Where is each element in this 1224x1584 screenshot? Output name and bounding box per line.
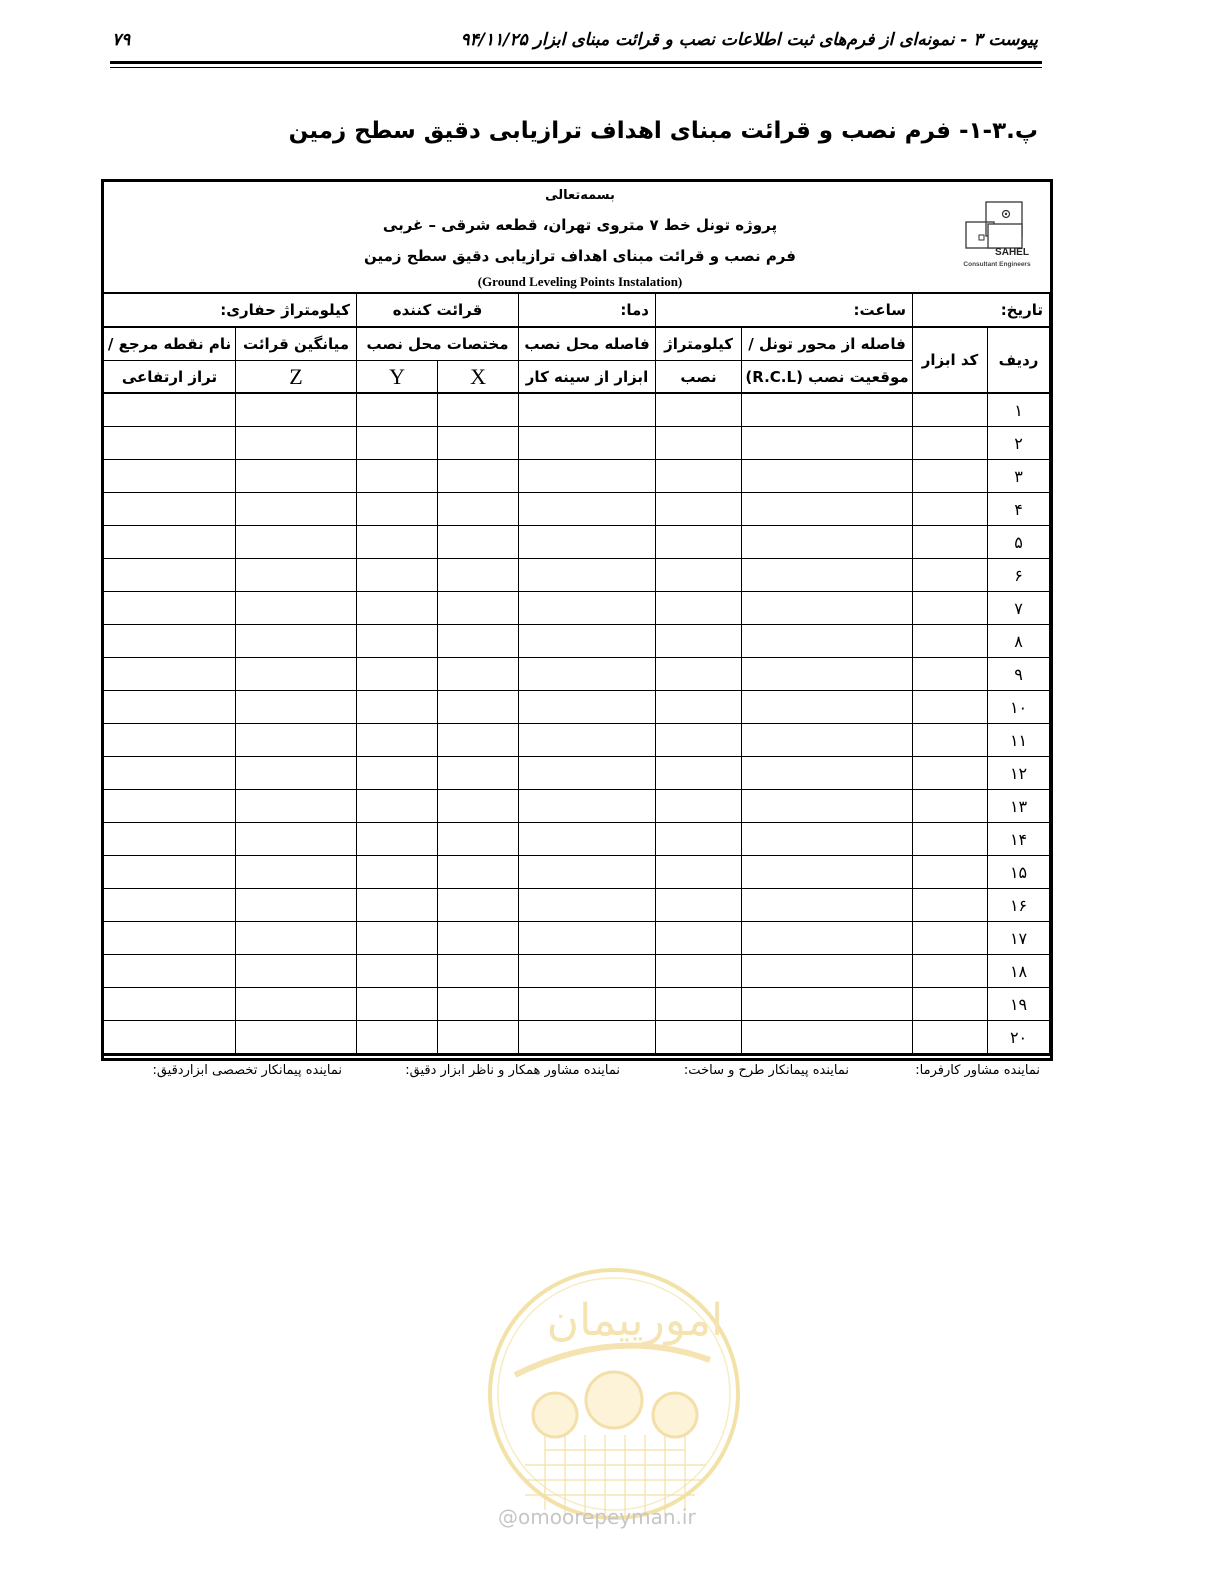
table-cell[interactable] [519,757,656,790]
row-number: ۱۴ [988,823,1051,856]
row-number: ۱۶ [988,889,1051,922]
table-row [103,889,1051,922]
table-row [103,625,1051,658]
table-cell[interactable] [438,592,519,625]
leveling-form-table [101,292,1052,1056]
table-cell[interactable] [913,790,988,823]
table-cell[interactable] [357,757,438,790]
table-cell[interactable] [913,691,988,724]
header-rule-thick [110,61,1042,64]
row-number: ۱۹ [988,988,1051,1021]
table-cell[interactable] [656,691,742,724]
table-cell[interactable] [913,559,988,592]
table-cell[interactable] [236,625,357,658]
col-z: Z [236,361,357,394]
row-number: ۱۰ [988,691,1051,724]
table-cell[interactable] [103,460,236,493]
table-cell[interactable] [742,988,913,1021]
table-cell[interactable] [357,526,438,559]
table-cell[interactable] [656,790,742,823]
table-cell[interactable] [742,955,913,988]
table-row [103,393,1051,427]
header-row-2 [103,361,1051,394]
table-row [103,955,1051,988]
table-cell[interactable] [103,427,236,460]
table-cell[interactable] [913,526,988,559]
watermark-text: امورپیمان [546,1295,724,1346]
table-cell[interactable] [438,988,519,1021]
row-number: ۱۸ [988,955,1051,988]
table-cell[interactable] [519,955,656,988]
table-cell[interactable] [742,790,913,823]
table-cell[interactable] [913,460,988,493]
sig-design-build-contractor: نماینده پیمانکار طرح و ساخت: [683,1063,849,1078]
table-cell[interactable] [656,559,742,592]
table-cell[interactable] [438,493,519,526]
table-cell[interactable] [656,526,742,559]
table-cell[interactable] [438,1021,519,1055]
table-cell[interactable] [438,856,519,889]
table-cell[interactable] [519,625,656,658]
table-cell[interactable] [742,658,913,691]
table-cell[interactable] [519,889,656,922]
table-cell[interactable] [519,460,656,493]
page-header-title: پیوست ۳ - نمونه‌ای از فرم‌های ثبت اطلاعات نصب و قرائت مبنای ابزار ۹۴/۱۱/۲۵ [460,30,1038,50]
table-cell[interactable] [236,955,357,988]
table-cell[interactable] [236,559,357,592]
table-cell[interactable] [519,427,656,460]
table-cell[interactable] [438,526,519,559]
chainage-field[interactable]: کیلومتراژ حفاری: [103,293,357,327]
table-row [103,856,1051,889]
col-row-no: ردیف [988,327,1051,393]
table-cell[interactable] [357,625,438,658]
col-km-line1: کیلومتراژ [656,327,742,361]
col-x: X [438,361,519,394]
table-cell[interactable] [438,724,519,757]
watermark-url-text: omoorepeyman.ir [518,1505,696,1529]
table-cell[interactable] [103,493,236,526]
col-coordinates: مختصات محل نصب [357,327,519,361]
table-cell[interactable] [519,658,656,691]
table-cell[interactable] [236,460,357,493]
table-cell[interactable] [519,823,656,856]
data-rows [103,393,1051,1055]
table-cell[interactable] [913,393,988,427]
table-row [103,823,1051,856]
temperature-field[interactable]: دما: [519,293,656,327]
table-row [103,1021,1051,1055]
table-cell[interactable] [913,493,988,526]
row-number: ۹ [988,658,1051,691]
sig-instrument-contractor: نماینده پیمانکار تخصصی ابزاردقیق: [152,1063,342,1078]
table-cell[interactable] [519,922,656,955]
table-cell[interactable] [357,559,438,592]
table-cell[interactable] [236,724,357,757]
table-cell[interactable] [438,559,519,592]
table-cell[interactable] [103,955,236,988]
table-cell[interactable] [236,393,357,427]
table-cell[interactable] [913,922,988,955]
row-number: ۷ [988,592,1051,625]
table-cell[interactable] [519,691,656,724]
table-row [103,559,1051,592]
table-cell[interactable] [236,988,357,1021]
row-number: ۵ [988,526,1051,559]
table-cell[interactable] [913,427,988,460]
table-cell[interactable] [236,790,357,823]
table-cell[interactable] [236,757,357,790]
table-cell[interactable] [103,889,236,922]
table-cell[interactable] [236,889,357,922]
col-dist-face-line1: فاصله محل نصب [519,327,656,361]
watermark-seal [485,1265,743,1523]
table-cell[interactable] [742,1021,913,1055]
table-cell[interactable] [742,427,913,460]
table-cell[interactable] [913,724,988,757]
table-cell[interactable] [519,393,656,427]
table-cell[interactable] [438,658,519,691]
table-cell[interactable] [656,757,742,790]
table-row [103,691,1051,724]
row-number: ۴ [988,493,1051,526]
table-cell[interactable] [357,691,438,724]
row-number: ۲ [988,427,1051,460]
table-cell[interactable] [742,526,913,559]
table-cell[interactable] [103,592,236,625]
row-number: ۱۵ [988,856,1051,889]
table-cell[interactable] [519,493,656,526]
logo-brand-text: SAHEL [995,247,1029,258]
table-cell[interactable] [236,1021,357,1055]
table-cell[interactable] [236,493,357,526]
table-cell[interactable] [438,691,519,724]
table-cell[interactable] [357,988,438,1021]
table-row [103,493,1051,526]
table-row [103,922,1051,955]
table-cell[interactable] [103,856,236,889]
table-cell[interactable] [656,427,742,460]
table-cell[interactable] [656,493,742,526]
table-cell[interactable] [236,823,357,856]
watermark-at-icon: @ [498,1505,518,1529]
table-row [103,658,1051,691]
table-cell[interactable] [656,625,742,658]
table-cell[interactable] [656,955,742,988]
row-number: ۱۲ [988,757,1051,790]
col-dist-face-line2: ابزار از سینه کار [519,361,656,394]
table-cell[interactable] [357,460,438,493]
table-row [103,460,1051,493]
table-row [103,757,1051,790]
table-cell[interactable] [656,460,742,493]
page-number: ۷۹ [112,30,131,50]
reader-field[interactable]: قرائت کننده [357,293,519,327]
table-cell[interactable] [438,757,519,790]
table-row [103,592,1051,625]
table-cell[interactable] [656,724,742,757]
table-cell[interactable] [357,823,438,856]
table-cell[interactable] [742,592,913,625]
table-cell[interactable] [519,1021,656,1055]
table-cell[interactable] [913,823,988,856]
row-number: ۱۱ [988,724,1051,757]
table-cell[interactable] [438,889,519,922]
table-cell[interactable] [913,955,988,988]
table-cell[interactable] [656,856,742,889]
table-cell[interactable] [236,856,357,889]
col-y: Y [357,361,438,394]
header-rule-thin [110,67,1042,68]
col-average-reading: میانگین قرائت [236,327,357,361]
table-cell[interactable] [357,427,438,460]
row-number: ۱۳ [988,790,1051,823]
table-cell[interactable] [438,460,519,493]
table-cell[interactable] [519,988,656,1021]
col-dist-axis-line2: موقعیت نصب (R.C.L) [742,361,913,394]
col-ref-point-line1: نام نقطه مرجع / [103,327,236,361]
table-cell[interactable] [656,592,742,625]
table-cell[interactable] [742,691,913,724]
table-cell[interactable] [438,823,519,856]
table-cell[interactable] [357,658,438,691]
table-cell[interactable] [519,526,656,559]
form-name: فرم نصب و قرائت مبنای اهداف ترازیابی دقیق سطح زمین [364,247,796,265]
table-cell[interactable] [357,790,438,823]
form-project-title: پروژه تونل خط ۷ متروی تهران، قطعه شرقی – غربی [382,216,778,234]
table-cell[interactable] [357,856,438,889]
table-cell[interactable] [357,889,438,922]
row-number: ۸ [988,625,1051,658]
logo-sub-text: Consultant Engineers [963,261,1031,268]
table-cell[interactable] [656,922,742,955]
table-cell[interactable] [357,922,438,955]
table-cell[interactable] [103,658,236,691]
table-row [103,724,1051,757]
table-cell[interactable] [103,724,236,757]
table-cell[interactable] [103,823,236,856]
table-cell[interactable] [742,724,913,757]
table-cell[interactable] [438,922,519,955]
section-title: پ.۳-۱- فرم نصب و قرائت مبنای اهداف ترازیابی دقیق سطح زمین [288,118,1038,144]
table-cell[interactable] [742,757,913,790]
row-number: ۳ [988,460,1051,493]
table-cell[interactable] [103,393,236,427]
table-cell[interactable] [742,393,913,427]
sahel-logo [960,200,1034,270]
table-cell[interactable] [913,889,988,922]
table-cell[interactable] [438,955,519,988]
table-row [103,526,1051,559]
table-cell[interactable] [656,823,742,856]
table-cell[interactable] [742,823,913,856]
table-cell[interactable] [913,856,988,889]
table-cell[interactable] [236,427,357,460]
row-number: ۱ [988,393,1051,427]
table-cell[interactable] [357,955,438,988]
table-cell[interactable] [438,790,519,823]
table-cell[interactable] [913,757,988,790]
table-cell[interactable] [103,526,236,559]
table-cell[interactable] [656,988,742,1021]
table-cell[interactable] [236,691,357,724]
table-cell[interactable] [103,922,236,955]
table-cell[interactable] [656,889,742,922]
row-number: ۶ [988,559,1051,592]
sig-associate-consultant: نماینده مشاور همکار و ناظر ابزار دقیق: [405,1063,620,1078]
table-cell[interactable] [357,1021,438,1055]
table-cell[interactable] [656,658,742,691]
row-number: ۱۷ [988,922,1051,955]
table-cell[interactable] [357,493,438,526]
info-row [103,293,1051,327]
table-cell[interactable] [742,856,913,889]
table-cell[interactable] [236,658,357,691]
table-cell[interactable] [742,625,913,658]
table-cell[interactable] [438,427,519,460]
header-row-1 [103,327,1051,361]
table-cell[interactable] [438,625,519,658]
table-cell[interactable] [519,856,656,889]
table-cell[interactable] [103,559,236,592]
table-cell[interactable] [519,559,656,592]
col-tool-code: کد ابزار [913,327,988,393]
table-cell[interactable] [236,526,357,559]
table-cell[interactable] [742,559,913,592]
table-cell[interactable] [357,724,438,757]
date-field[interactable]: تاریخ: [913,293,1051,327]
watermark-url [498,1505,696,1529]
table-cell[interactable] [236,922,357,955]
table-cell[interactable] [742,493,913,526]
table-cell[interactable] [103,757,236,790]
col-ref-point-line2: تراز ارتفاعی [103,361,236,394]
col-dist-axis-line1: فاصله از محور تونل / [742,327,913,361]
table-row [103,988,1051,1021]
table-row [103,427,1051,460]
row-number: ۲۰ [988,1021,1051,1055]
table-cell[interactable] [236,592,357,625]
table-cell[interactable] [519,724,656,757]
table-cell[interactable] [103,625,236,658]
time-field[interactable]: ساعت: [656,293,913,327]
table-cell[interactable] [913,625,988,658]
table-cell[interactable] [519,790,656,823]
table-cell[interactable] [103,988,236,1021]
table-cell[interactable] [103,691,236,724]
table-cell[interactable] [103,1021,236,1055]
table-cell[interactable] [742,460,913,493]
sig-employer-consultant: نماینده مشاور کارفرما: [915,1063,1040,1078]
table-cell[interactable] [913,1021,988,1055]
table-cell[interactable] [742,889,913,922]
table-cell[interactable] [656,393,742,427]
col-km-line2: نصب [656,361,742,394]
table-cell[interactable] [913,592,988,625]
table-cell[interactable] [656,1021,742,1055]
table-cell[interactable] [913,988,988,1021]
table-cell[interactable] [357,592,438,625]
table-cell[interactable] [103,790,236,823]
form-name-english: (Ground Leveling Points Instalation) [477,274,683,289]
table-cell[interactable] [913,658,988,691]
table-cell[interactable] [438,393,519,427]
table-cell[interactable] [742,922,913,955]
table-row [103,790,1051,823]
table-cell[interactable] [519,592,656,625]
form-bismillah: بسمه‌تعالی [545,188,615,203]
table-cell[interactable] [357,393,438,427]
